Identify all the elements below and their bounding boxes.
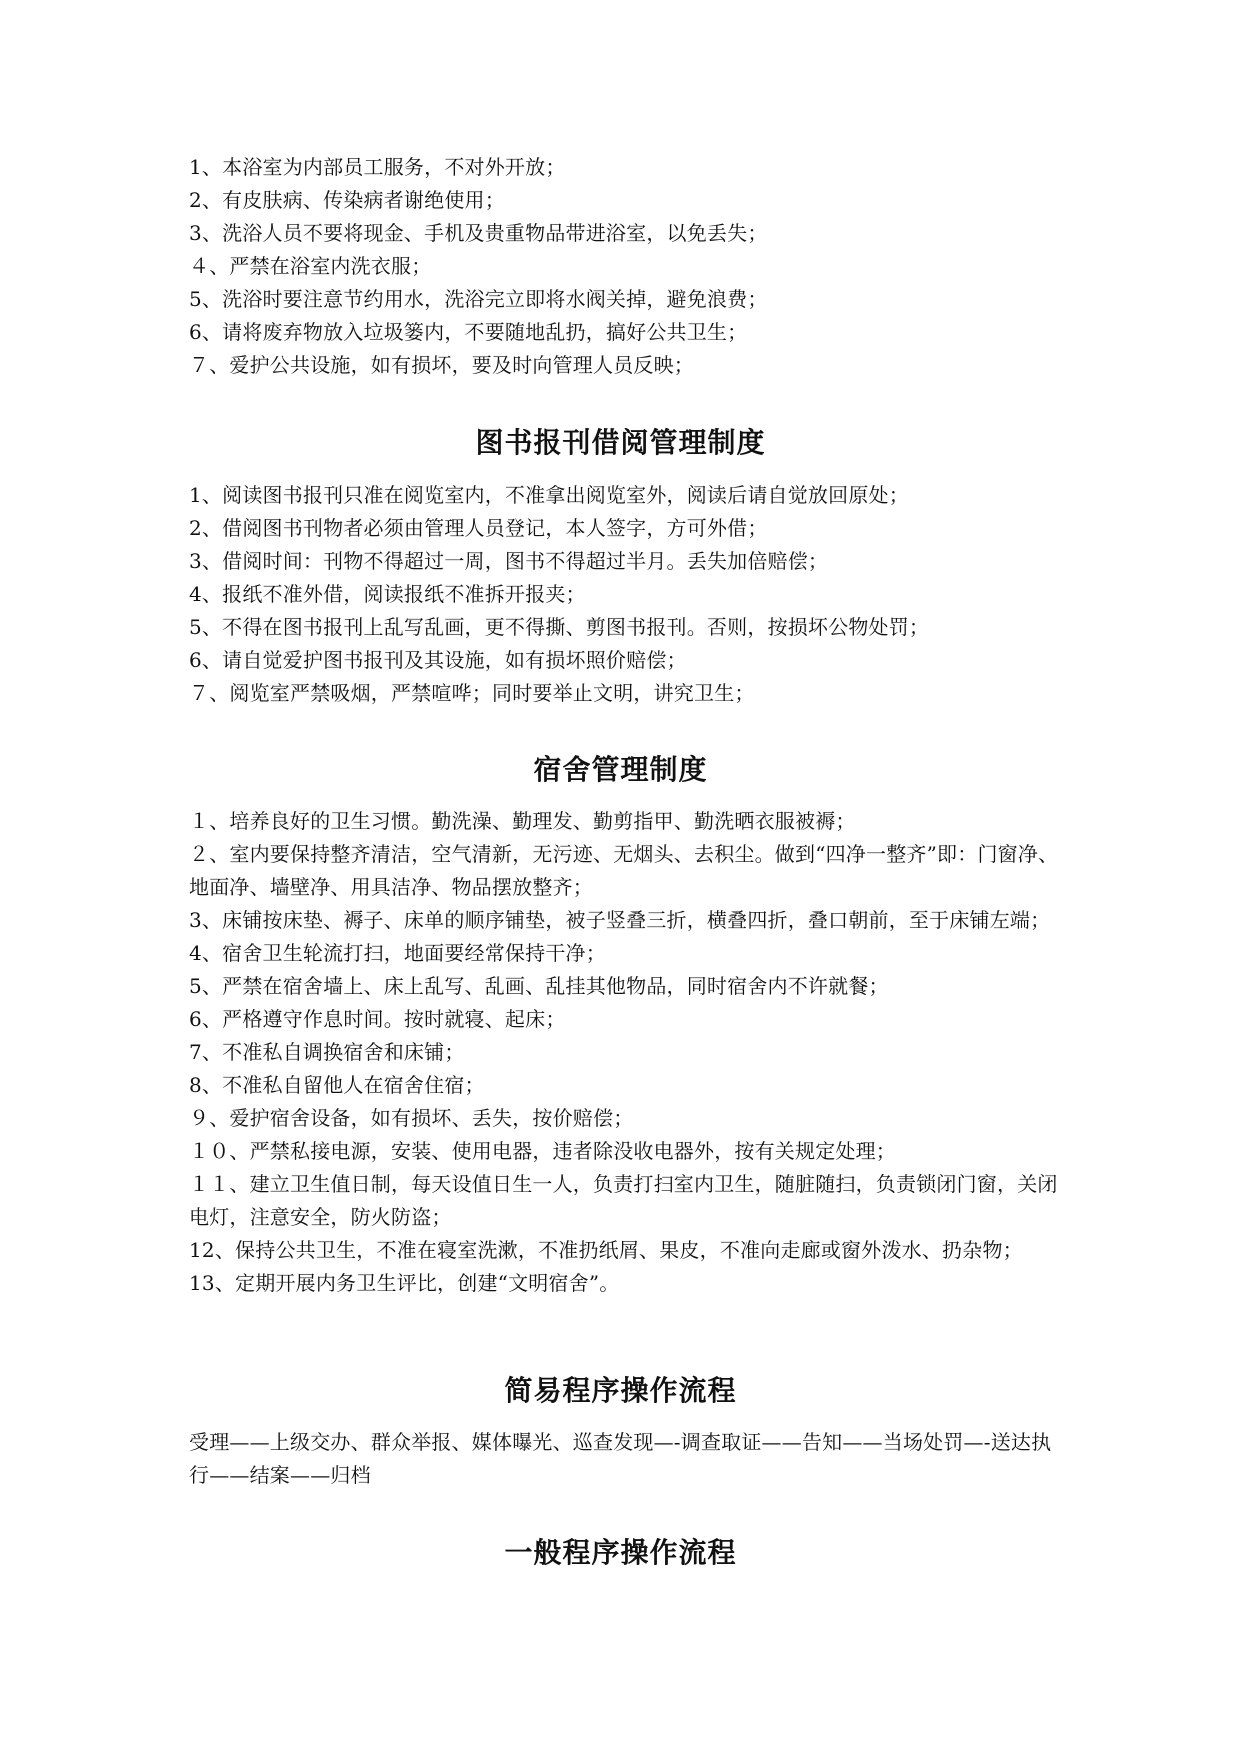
dorm-rule-8: 8、不准私自留他人在宿舍住宿； bbox=[189, 1073, 485, 1097]
library-rule-7: ７、阅览室严禁吸烟，严禁喧哗；同时要举止文明，讲究卫生； bbox=[189, 681, 755, 705]
library-rule-6: 6、请自觉爱护图书报刊及其设施，如有损坏照价赔偿； bbox=[189, 648, 687, 672]
dorm-rule-13: 13、定期开展内务卫生评比，创建“文明宿舍”。 bbox=[189, 1271, 620, 1295]
library-rules-list bbox=[189, 479, 1059, 710]
dorm-rule-4: 4、宿舍卫生轮流打扫，地面要经常保持干净； bbox=[189, 941, 606, 965]
library-rule-2: 2、借阅图书刊物者必须由管理人员登记，本人签字，方可外借； bbox=[189, 516, 768, 540]
library-rule-5: 5、不得在图书报刊上乱写乱画，更不得撕、剪图书报刊。否则，按损坏公物处罚； bbox=[189, 615, 930, 639]
library-rule-3: 3、借阅时间：刊物不得超过一周，图书不得超过半月。丢失加倍赔偿； bbox=[189, 549, 829, 573]
simple-procedure-title: 简易程序操作流程 bbox=[504, 1374, 737, 1407]
library-rule-4: 4、报纸不准外借，阅读报纸不准拆开报夹； bbox=[189, 582, 586, 606]
library-section-title: 图书报刊借阅管理制度 bbox=[475, 426, 766, 459]
simple-procedure-flow: 受理——上级交办、群众举报、媒体曝光、巡查发现—-调查取证——告知——当场处罚—-送达执行——结案——归档 bbox=[189, 1430, 1052, 1487]
bath-rule-3: 3、洗浴人员不要将现金、手机及贵重物品带进浴室，以免丢失； bbox=[189, 221, 768, 245]
bath-rule-1: 1、本浴室为内部员工服务，不对外开放； bbox=[189, 155, 566, 179]
simple-procedure-body bbox=[189, 1426, 1059, 1492]
dorm-rule-10: １０、严禁私接电源，安装、使用电器，违者除没收电器外，按有关规定处理； bbox=[189, 1139, 896, 1163]
dorm-rules-list bbox=[189, 805, 1059, 1300]
bath-rule-7: ７、爱护公共设施，如有损坏，要及时向管理人员反映； bbox=[189, 353, 694, 377]
library-rule-1: 1、阅读图书报刊只准在阅览室内，不准拿出阅览室外，阅读后请自觉放回原处； bbox=[189, 483, 909, 507]
general-procedure-title: 一般程序操作流程 bbox=[504, 1536, 737, 1569]
dorm-rule-11: １１、建立卫生值日制，每天设值日生一人，负责打扫室内卫生，随脏随扫，负责锁闭门窗，关闭电灯，注意安全，防火防盗； bbox=[189, 1172, 1058, 1229]
bath-rule-2: 2、有皮肤病、传染病者谢绝使用； bbox=[189, 188, 505, 212]
dorm-rule-6: 6、严格遵守作息时间。按时就寝、起床； bbox=[189, 1007, 566, 1031]
dorm-rule-1: １、培养良好的卫生习惯。勤洗澡、勤理发、勤剪指甲、勤洗晒衣服被褥； bbox=[189, 809, 856, 833]
dorm-rule-7: 7、不准私自调换宿舍和床铺； bbox=[189, 1040, 465, 1064]
dorm-rule-5: 5、严禁在宿舍墙上、床上乱写、乱画、乱挂其他物品，同时宿舍内不许就餐； bbox=[189, 974, 889, 998]
dorm-rule-9: ９、爱护宿舍设备，如有损坏、丢失，按价赔偿； bbox=[189, 1106, 634, 1130]
bath-rules-list bbox=[189, 151, 1059, 382]
dorm-rule-2: ２、室内要保持整齐清洁，空气清新，无污迹、无烟头、去积尘。做到“四净一整齐”即：门窗净、地面净、墙壁净、用具洁净、物品摆放整齐； bbox=[189, 842, 1059, 899]
bath-rule-6: 6、请将废弃物放入垃圾篓内，不要随地乱扔，搞好公共卫生； bbox=[189, 320, 748, 344]
bath-rule-5: 5、洗浴时要注意节约用水，洗浴完立即将水阀关掉，避免浪费； bbox=[189, 287, 768, 311]
dorm-rule-3: 3、床铺按床垫、褥子、床单的顺序铺垫，被子竖叠三折，横叠四折，叠口朝前，至于床铺左端； bbox=[189, 908, 1051, 932]
dorm-rule-12: 12、保持公共卫生，不准在寝室洗漱，不准扔纸屑、果皮，不准向走廊或窗外泼水、扔杂物； bbox=[189, 1238, 1023, 1262]
dorm-section-title: 宿舍管理制度 bbox=[533, 753, 708, 786]
bath-rule-4: ４、严禁在浴室内洗衣服； bbox=[189, 254, 432, 278]
